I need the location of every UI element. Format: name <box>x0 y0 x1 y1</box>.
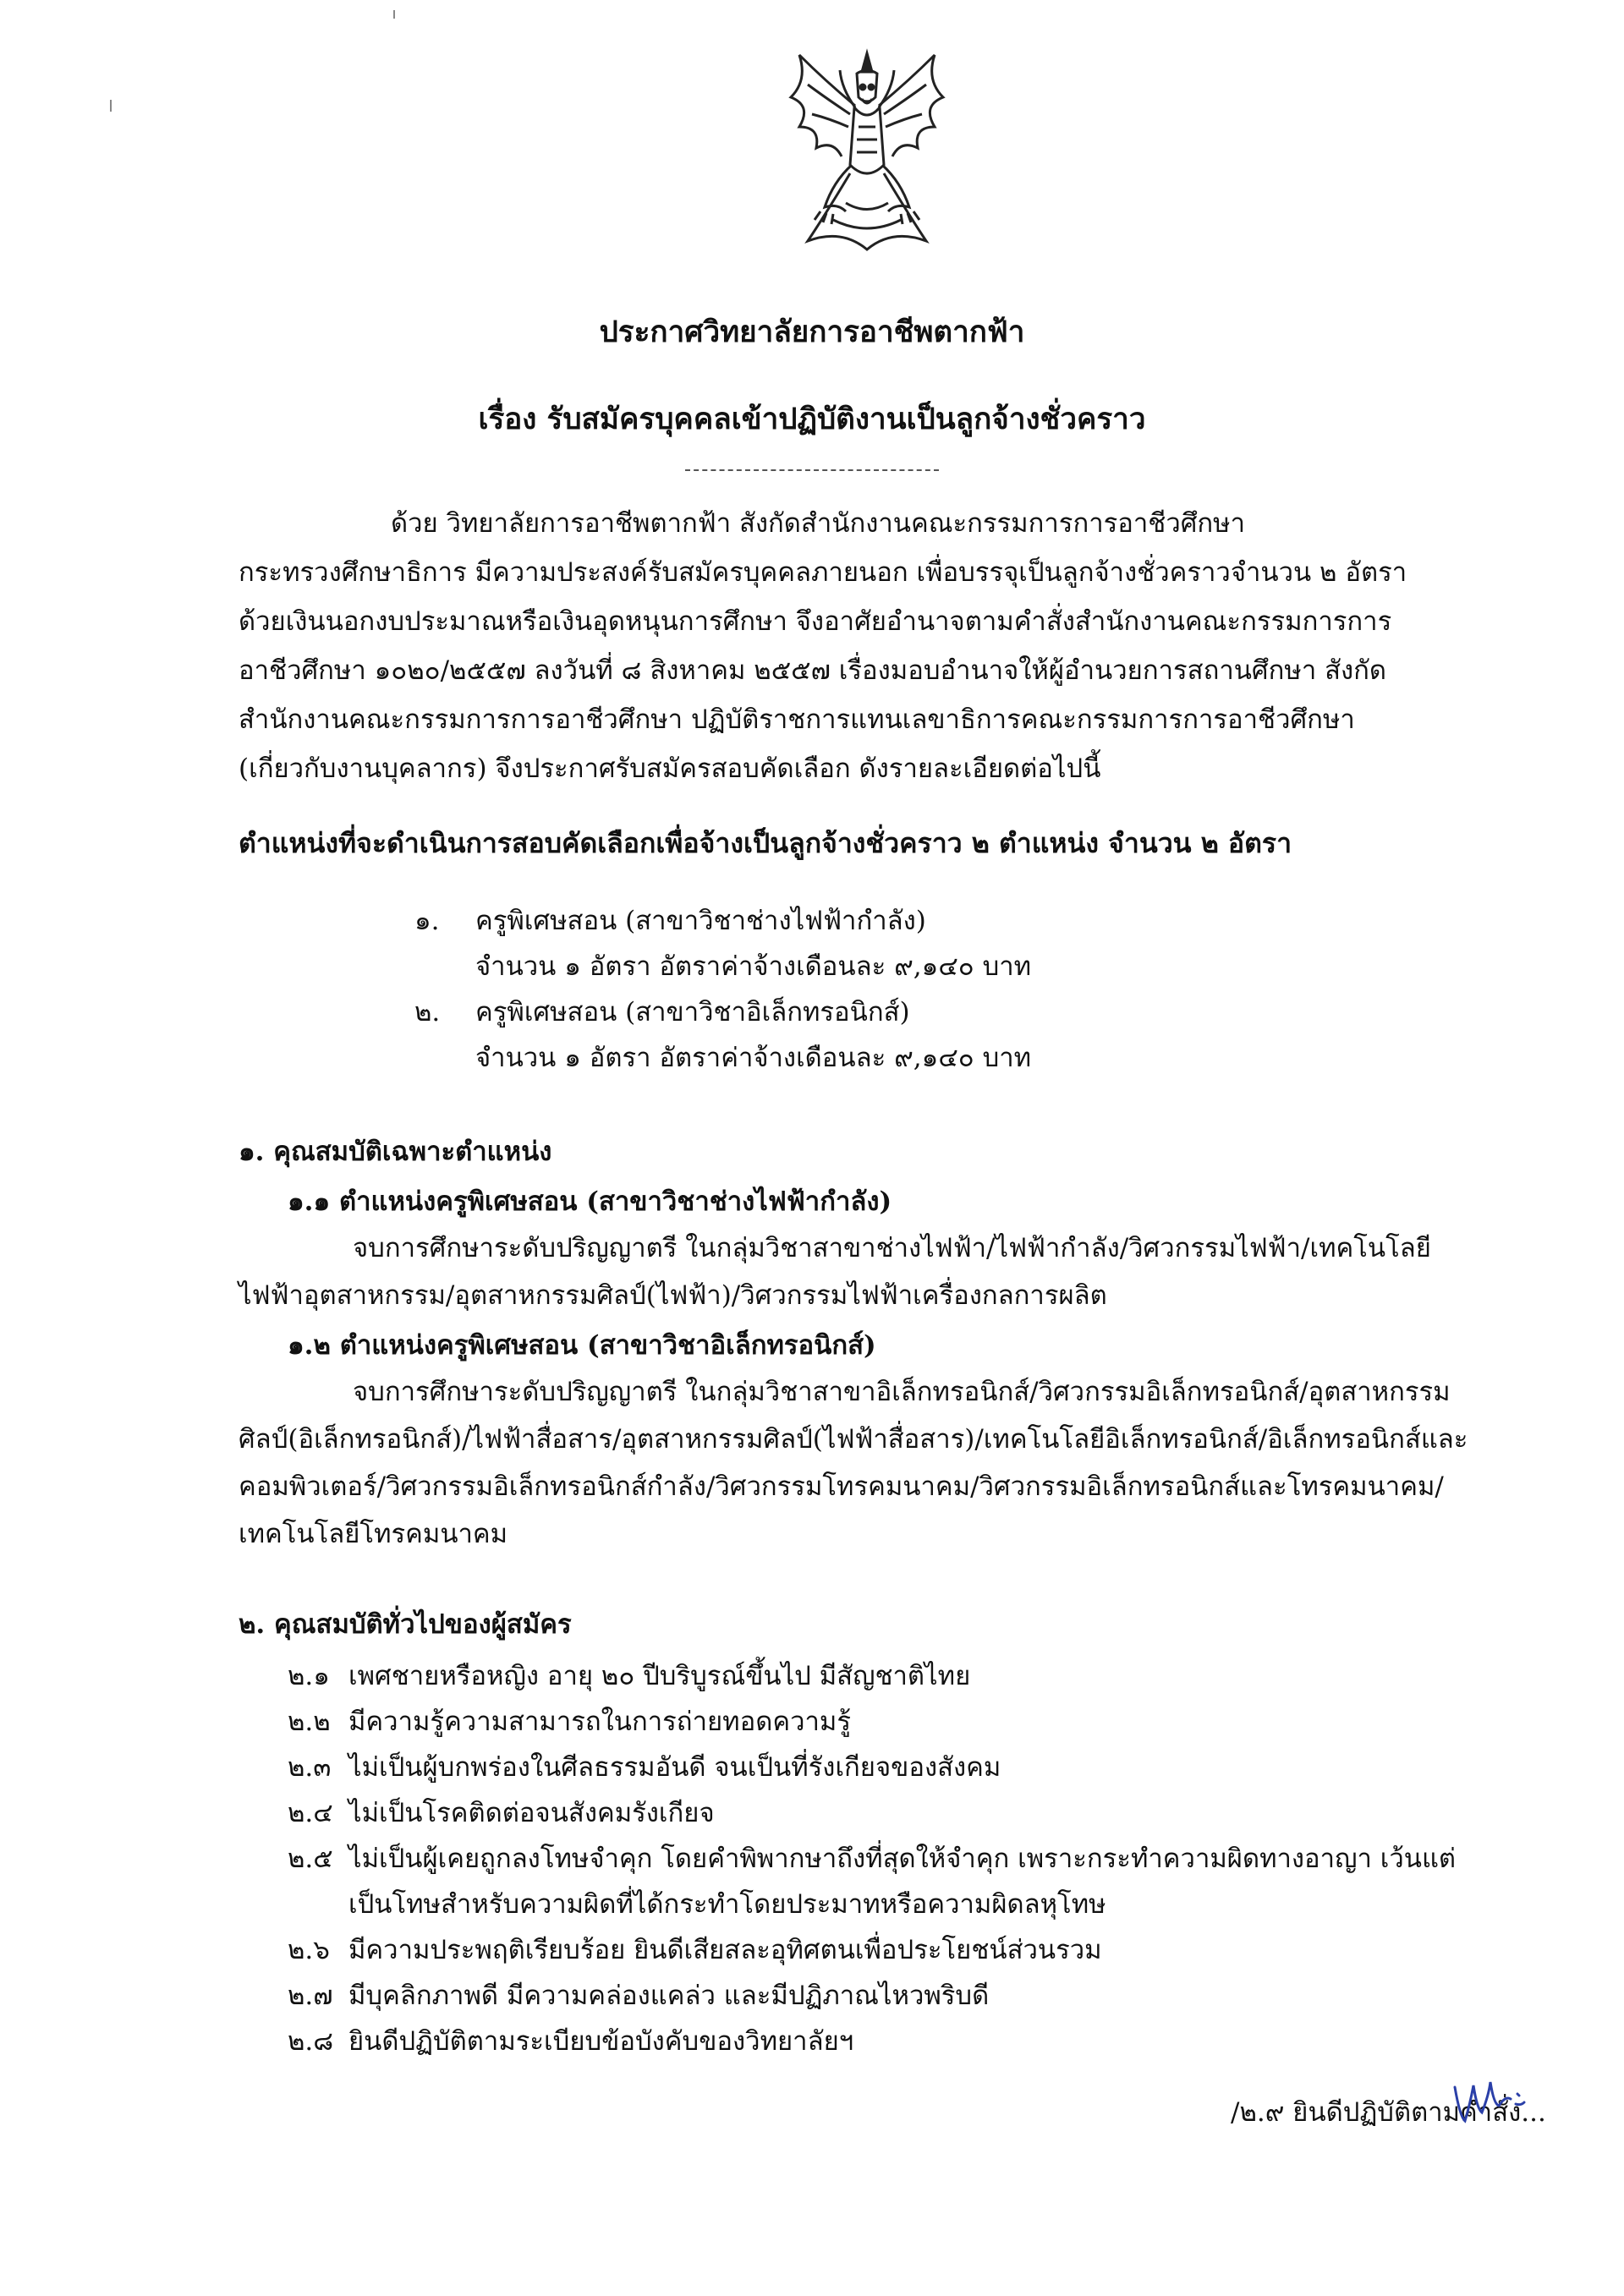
intro-line: ด้วย วิทยาลัยการอาชีพตากฟ้า สังกัดสำนักงานคณะกรรมการการอาชีวศึกษา <box>391 508 1246 539</box>
intro-line: ด้วยเงินนอกงบประมาณหรือเงินอุดหนุนการศึกษา จึงอาศัยอำนาจตามคำสั่งสำนักงานคณะกรรมการการ <box>239 606 1392 637</box>
item-number: ๒.๓ <box>288 1752 332 1783</box>
subject-line: เรื่อง รับสมัครบุคคลเข้าปฏิบัติงานเป็นลูกจ้างชั่วคราว <box>478 402 1146 436</box>
item-text: ไม่เป็นโรคติดต่อจนสังคมรังเกียจ <box>348 1798 715 1828</box>
item-number: ๒.๗ <box>288 1981 333 2011</box>
intro-line: กระทรวงศึกษาธิการ มีความประสงค์รับสมัครบุคคลภายนอก เพื่อบรรจุเป็นลูกจ้างชั่วคราวจำนวน ๒ อัตรา <box>239 557 1407 588</box>
item-number: ๒.๑ <box>288 1661 330 1691</box>
positions-list <box>414 898 1260 1081</box>
title-divider <box>685 469 939 471</box>
section1-2-heading: ๑.๒ ตำแหน่งครูพิเศษสอน (สาขาวิชาอิเล็กทรอนิกส์) <box>288 1330 876 1361</box>
page-title: ประกาศวิทยาลัยการอาชีพตากฟ้า <box>599 315 1025 349</box>
section1-1-body <box>239 1225 1465 1319</box>
section1-heading: ๑. คุณสมบัติเฉพาะตำแหน่ง <box>239 1137 552 1167</box>
qualification-line: คอมพิวเตอร์/วิศวกรรมอิเล็กทรอนิกส์กำลัง/วิศวกรรมโทรคมนาคม/วิศวกรรมอิเล็กทรอนิกส์และโทรคมนาคม/ <box>239 1471 1444 1502</box>
position-title: ครูพิเศษสอน (สาขาวิชาช่างไฟฟ้ากำลัง) <box>475 906 926 936</box>
section1-1-heading: ๑.๑ ตำแหน่งครูพิเศษสอน (สาขาวิชาช่างไฟฟ้ากำลัง) <box>288 1186 892 1217</box>
item-text: เพศชายหรือหญิง อายุ ๒๐ ปีบริบูรณ์ขึ้นไป มีสัญชาติไทย <box>348 1661 971 1691</box>
item-text: มีบุคลิกภาพดี มีความคล่องแคล่ว และมีปฏิภาณไหวพริบดี <box>348 1981 990 2011</box>
item-number: ๒.๕ <box>288 1844 333 1874</box>
continuation-note: /๒.๙ ยินดีปฏิบัติตามคำสั่ง... <box>1231 2097 1546 2128</box>
scan-speck <box>393 10 395 19</box>
general-qualifications-list <box>288 1653 1472 2064</box>
list-item <box>288 1745 1472 1790</box>
list-item <box>288 1790 1472 1836</box>
list-item <box>288 1973 1472 2019</box>
item-text: มีความรู้ความสามารถในการถ่ายทอดความรู้ <box>348 1707 851 1737</box>
position-number: ๑. <box>414 906 440 936</box>
intro-paragraph <box>239 499 1465 793</box>
section1-2-body <box>239 1368 1468 1558</box>
qualification-line: จบการศึกษาระดับปริญญาตรี ในกลุ่มวิชาสาขาช่างไฟฟ้า/ไฟฟ้ากำลัง/วิศวกรรมไฟฟ้า/เทคโนโลยี <box>353 1233 1431 1263</box>
item-text: ไม่เป็นผู้บกพร่องในศีลธรรมอันดี จนเป็นที่รังเกียจของสังคม <box>348 1752 1001 1783</box>
handwritten-initials-icon <box>1448 2070 1533 2129</box>
qualification-line: จบการศึกษาระดับปริญญาตรี ในกลุ่มวิชาสาขาอิเล็กทรอนิกส์/วิศวกรรมอิเล็กทรอนิกส์/อุตสาหกรรม <box>353 1377 1451 1407</box>
position-item <box>414 989 1260 1035</box>
list-item <box>288 1927 1472 1973</box>
position-detail: จำนวน ๑ อัตรา อัตราค่าจ้างเดือนละ ๙,๑๔๐ บาท <box>475 951 1032 982</box>
list-item <box>288 2019 1472 2064</box>
position-detail: จำนวน ๑ อัตรา อัตราค่าจ้างเดือนละ ๙,๑๔๐ บาท <box>475 1043 1032 1073</box>
position-title: ครูพิเศษสอน (สาขาวิชาอิเล็กทรอนิกส์) <box>475 997 910 1027</box>
position-item <box>414 898 1260 944</box>
item-number: ๒.๒ <box>288 1707 331 1737</box>
item-text: ไม่เป็นผู้เคยถูกลงโทษจำคุก โดยคำพิพากษาถึงที่สุดให้จำคุก เพราะกระทำความผิดทางอาญา เว้นแต่ <box>348 1844 1457 1874</box>
intro-line: อาชีวศึกษา ๑๐๒๐/๒๕๕๗ ลงวันที่ ๘ สิงหาคม ๒๕๕๗ เรื่องมอบอำนาจให้ผู้อำนวยการสถานศึกษา สังกัด <box>239 655 1387 686</box>
item-number: ๒.๔ <box>288 1798 333 1828</box>
item-number: ๒.๖ <box>288 1935 330 1965</box>
qualification-line: ไฟฟ้าอุตสาหกรรม/อุตสาหกรรมศิลป์(ไฟฟ้า)/วิศวกรรมไฟฟ้าเครื่องกลการผลิต <box>239 1280 1107 1311</box>
intro-line: สำนักงานคณะกรรมการการอาชีวศึกษา ปฏิบัติราชการแทนเลขาธิการคณะกรรมการการอาชีวศึกษา <box>239 704 1355 735</box>
intro-line: (เกี่ยวกับงานบุคลากร) จึงประกาศรับสมัครสอบคัดเลือก ดังรายละเอียดต่อไปนี้ <box>239 753 1101 784</box>
item-text: มีความประพฤติเรียบร้อย ยินดีเสียสละอุทิศตนเพื่อประโยชน์ส่วนรวม <box>348 1935 1102 1965</box>
section2-heading: ๒. คุณสมบัติทั่วไปของผู้สมัคร <box>239 1609 572 1640</box>
garuda-emblem-icon <box>774 47 960 258</box>
scan-speck <box>110 100 112 112</box>
list-item <box>288 1836 1472 1927</box>
list-item <box>288 1653 1472 1699</box>
item-number: ๒.๘ <box>288 2026 334 2057</box>
qualification-line: เทคโนโลยีโทรคมนาคม <box>239 1519 508 1549</box>
item-text: เป็นโทษสำหรับความผิดที่ได้กระทำโดยประมาทหรือความผิดลหุโทษ <box>348 1889 1106 1920</box>
position-number: ๒. <box>414 997 441 1027</box>
positions-heading: ตำแหน่งที่จะดำเนินการสอบคัดเลือกเพื่อจ้างเป็นลูกจ้างชั่วคราว ๒ ตำแหน่ง จำนวน ๒ อัตรา <box>239 827 1292 859</box>
item-text: ยินดีปฏิบัติตามระเบียบข้อบังคับของวิทยาลัยฯ <box>348 2026 854 2057</box>
list-item <box>288 1699 1472 1745</box>
qualification-line: ศิลป์(อิเล็กทรอนิกส์)/ไฟฟ้าสื่อสาร/อุตสาหกรรมศิลป์(ไฟฟ้าสื่อสาร)/เทคโนโลยีอิเล็กทรอนิกส์/อิเล็กทรอนิกส์และ <box>239 1424 1468 1455</box>
